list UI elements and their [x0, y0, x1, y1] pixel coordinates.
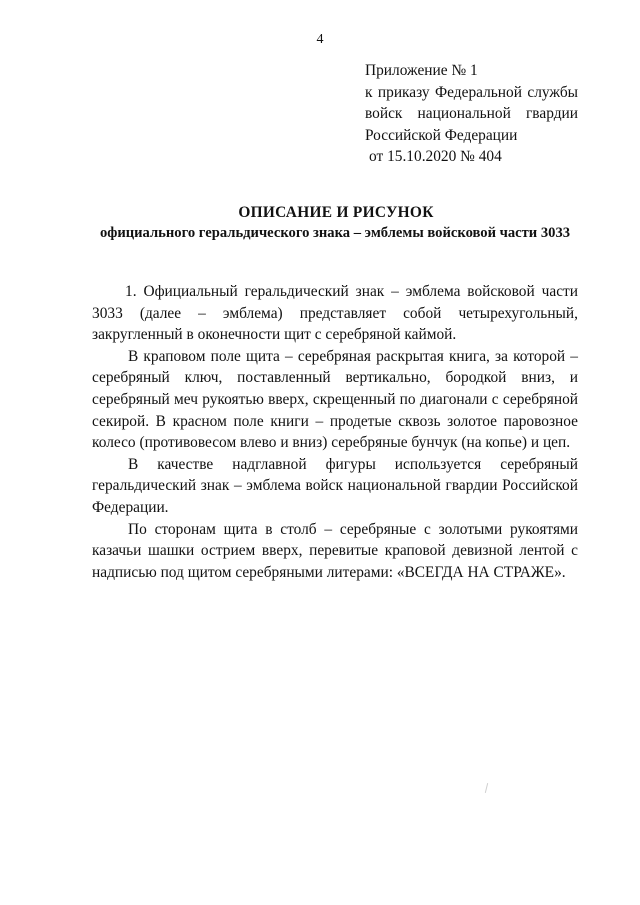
- paragraph-4: По сторонам щита в столб – серебряные с золотыми рукоятями казачьи шашки острием вверх, перевитые краповой девизной лентой с надписью под щитом серебряными литерами: «ВСЕГДА НА СТРАЖЕ».: [92, 520, 578, 581]
- annex-block: [365, 60, 578, 168]
- page-number: 4: [316, 32, 324, 47]
- paragraph-3: В качестве надглавной фигуры используется серебряный геральдический знак – эмблема войск национальной гвардии Российской Федерации.: [92, 455, 578, 516]
- paragraph-2: В краповом поле щита – серебряная раскрытая книга, за которой – серебряный ключ, поставленный вертикально, бородкой вниз, и серебряный меч рукоятью вверх, скрещенный по диагонали с серебряной секирой. В красном поле книги – продетые сквозь золотое паровозное колесо (противовесом влево и вниз) серебряные бунчук (на копье) и цеп.: [92, 347, 578, 452]
- document-body: [92, 281, 578, 583]
- annex-title: Приложение № 1: [365, 62, 478, 79]
- document-subtitle: официального геральдического знака – эмблемы войсковой части 3033: [99, 225, 571, 241]
- scan-artifact: [485, 783, 488, 793]
- annex-order-line: к приказу Федеральной службы: [365, 83, 578, 101]
- annex-date-line: от 15.10.2020 № 404: [369, 148, 502, 165]
- document-title: ОПИСАНИЕ И РИСУНОК: [238, 204, 434, 221]
- paragraph-1: 1. Официальный геральдический знак – эмблема войсковой части 3033 (далее – эмблема) представляет собой четырехугольный, закругленный в оконечности щит с серебряной каймой.: [92, 283, 578, 344]
- annex-country-line: Российской Федерации: [365, 126, 518, 144]
- annex-service-line: войск национальной гвардии: [365, 105, 578, 122]
